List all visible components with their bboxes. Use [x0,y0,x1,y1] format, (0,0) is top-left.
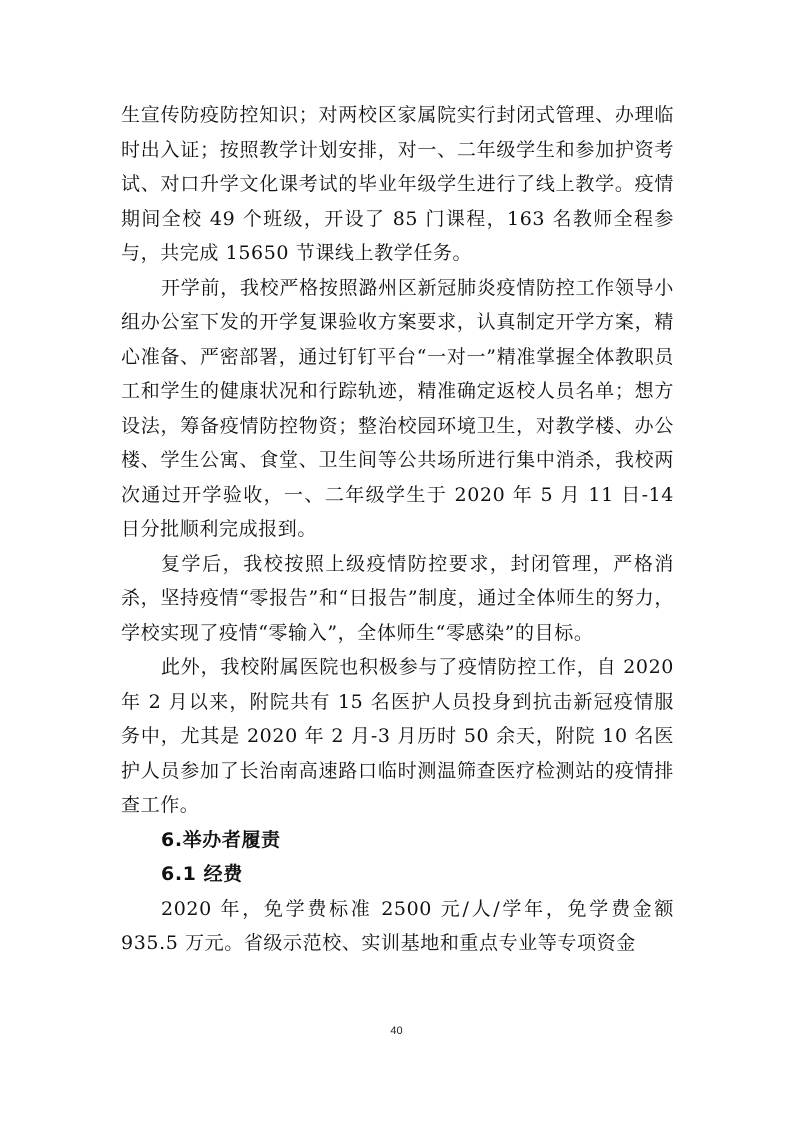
subsection-heading: 6.1 经费 [161,863,243,885]
paragraph-school-reopening: 开学前，我校严格按照潞州区新冠肺炎疫情防控工作领导小组办公室下发的开学复课验收方案要求，认真制定开学方案，精心准备、严密部署，通过钉钉平台“一对一”精准掌握全体教职员工和学生的健康状况和行踪轨迹，精准确定返校人员名单；想方设法，筹备疫情防控物资；整治校园环境卫生，对教学楼、办公楼、学生公寓、食堂、卫生间等公共场所进行集中消杀，我校两次通过开学验收，一、二年级学生于 2020 年 5 月 11 日-14 日分批顺利完成报到。 [121,276,674,540]
paragraph-after-resumption: 复学后，我校按照上级疫情防控要求，封闭管理，严格消杀，坚持疫情“零报告”和“日报告”制度，通过全体师生的努力，学校实现了疫情“零输入”，全体师生“零感染”的目标。 [121,552,674,644]
paragraph-funding: 2020 年，免学费标准 2500 元/人/学年，免学费金额 935.5 万元。省级示范校、实训基地和重点专业等专项资金 [121,897,674,954]
paragraph-epidemic-teaching: 生宣传防疫防控知识；对两校区家属院实行封闭式管理、办理临时出入证；按照教学计划安排，对一、二年级学生和参加护资考试、对口升学文化课考试的毕业年级学生进行了线上教学。疫情期间全校 49 个班级，开设了 85 门课程，163 名教师全程参与，共完成 15650 节课线上教学任务。 [121,104,674,264]
paragraph-affiliated-hospital: 此外，我校附属医院也积极参与了疫情防控工作，自 2020 年 2 月以来，附院共有 15 名医护人员投身到抗击新冠疫情服务中，尤其是 2020 年 2 月-3 月历时 50 余天，附院 10 名医护人员参加了长治南高速路口临时测温筛查医疗检测站的疫情排查工作。 [121,656,674,816]
page-number: 40 [390,1025,403,1037]
section-heading: 6.举办者履责 [161,828,281,851]
document-body [121,98,674,961]
